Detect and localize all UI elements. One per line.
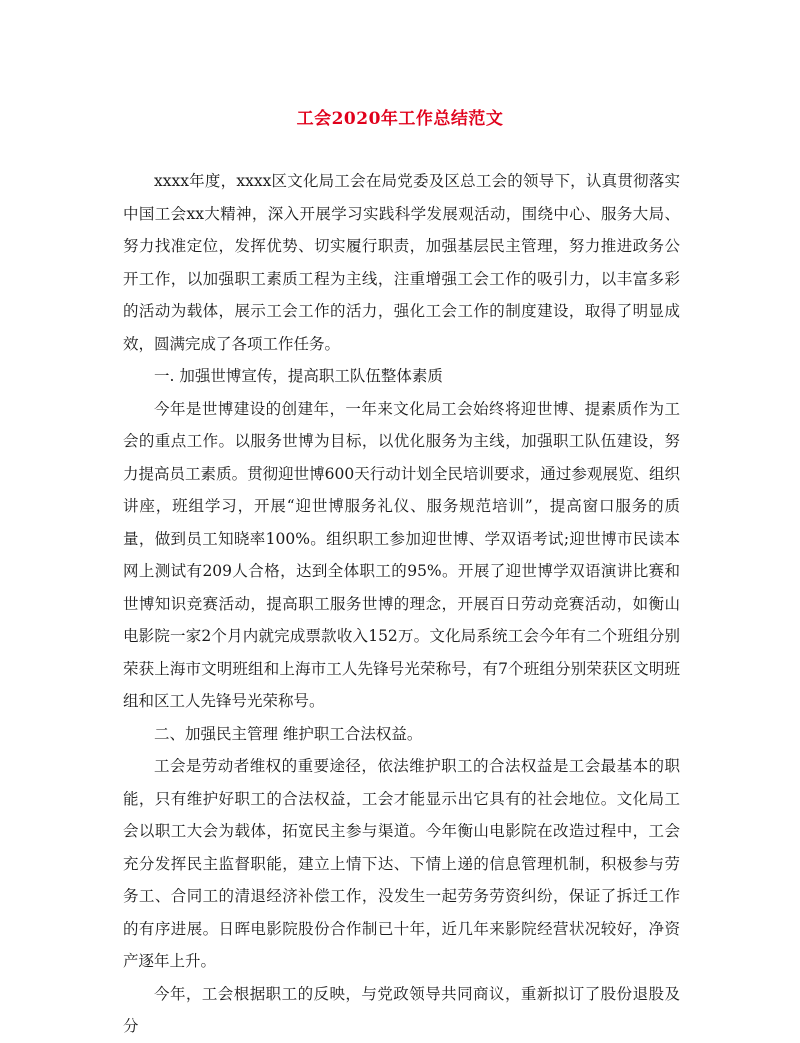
section-1-paragraph: 今年是世博建设的创建年，一年来文化局工会始终将迎世博、提素质作为工会的重点工作。以服务世博为目标，以优化服务为主线，加强职工队伍建设，努力提高员工素质。贯彻迎世博600天行动计划全民培训要求，通过参观展览、组织讲座，班组学习，开展“迎世博服务礼仪、服务规范培训”，提高窗口服务的质量，做到员工知晓率100%。组织职工参加迎世博、学双语考试;迎世博市民读本网上测试有209人合格，达到全体职工的95%。开展了迎世博学双语演讲比赛和世博知识竞赛活动，提高职工服务世博的理念，开展百日劳动竞赛活动，如衡山电影院一家2个月内就完成票款收入152万。文化局系统工会今年有二个班组分别荣获上海市文明班组和上海市工人先锋号光荣称号，有7个班组分别荣获区文明班组和区工人先锋号光荣称号。 [123, 399, 680, 710]
document-body [123, 165, 680, 1043]
section-heading-2: 二、加强民主管理 维护职工合法权益。 [154, 724, 423, 743]
section-2-paragraph-1: 工会是劳动者维权的重要途径，依法维护职工的合法权益是工会最基本的职能，只有维护好职工的合法权益，工会才能显示出它具有的社会地位。文化局工会以职工大会为载体，拓宽民主参与渠道。今年衡山电影院在改造过程中，工会充分发挥民主监督职能，建立上情下达、下情上递的信息管理机制，积极参与劳务工、合同工的清退经济补偿工作，没发生一起劳务劳资纠纷，保证了拆迁工作的有序进展。日晖电影院股份合作制已十年，近几年来影院经营状况较好，净资产逐年上升。 [123, 757, 680, 970]
document-title: 工会2020年工作总结范文 [296, 109, 504, 129]
section-heading-1: 一. 加强世博宣传，提高职工队伍整体素质 [154, 367, 443, 385]
section-2-paragraph-2: 今年，工会根据职工的反映，与党政领导共同商议，重新拟订了股份退股及分 [123, 984, 680, 1035]
intro-paragraph: xxxx年度，xxxx区文化局工会在局党委及区总工会的领导下，认真贯彻落实中国工会xx大精神，深入开展学习实践科学发展观活动，围绕中心、服务大局、努力找准定位，发挥优势、切实履行职责，加强基层民主管理，努力推进政务公开工作，以加强职工素质工程为主线，注重增强工会工作的吸引力，以丰富多彩的活动为载体，展示工会工作的活力，强化工会工作的制度建设，取得了明显成效，圆满完成了各项工作任务。 [123, 172, 680, 353]
